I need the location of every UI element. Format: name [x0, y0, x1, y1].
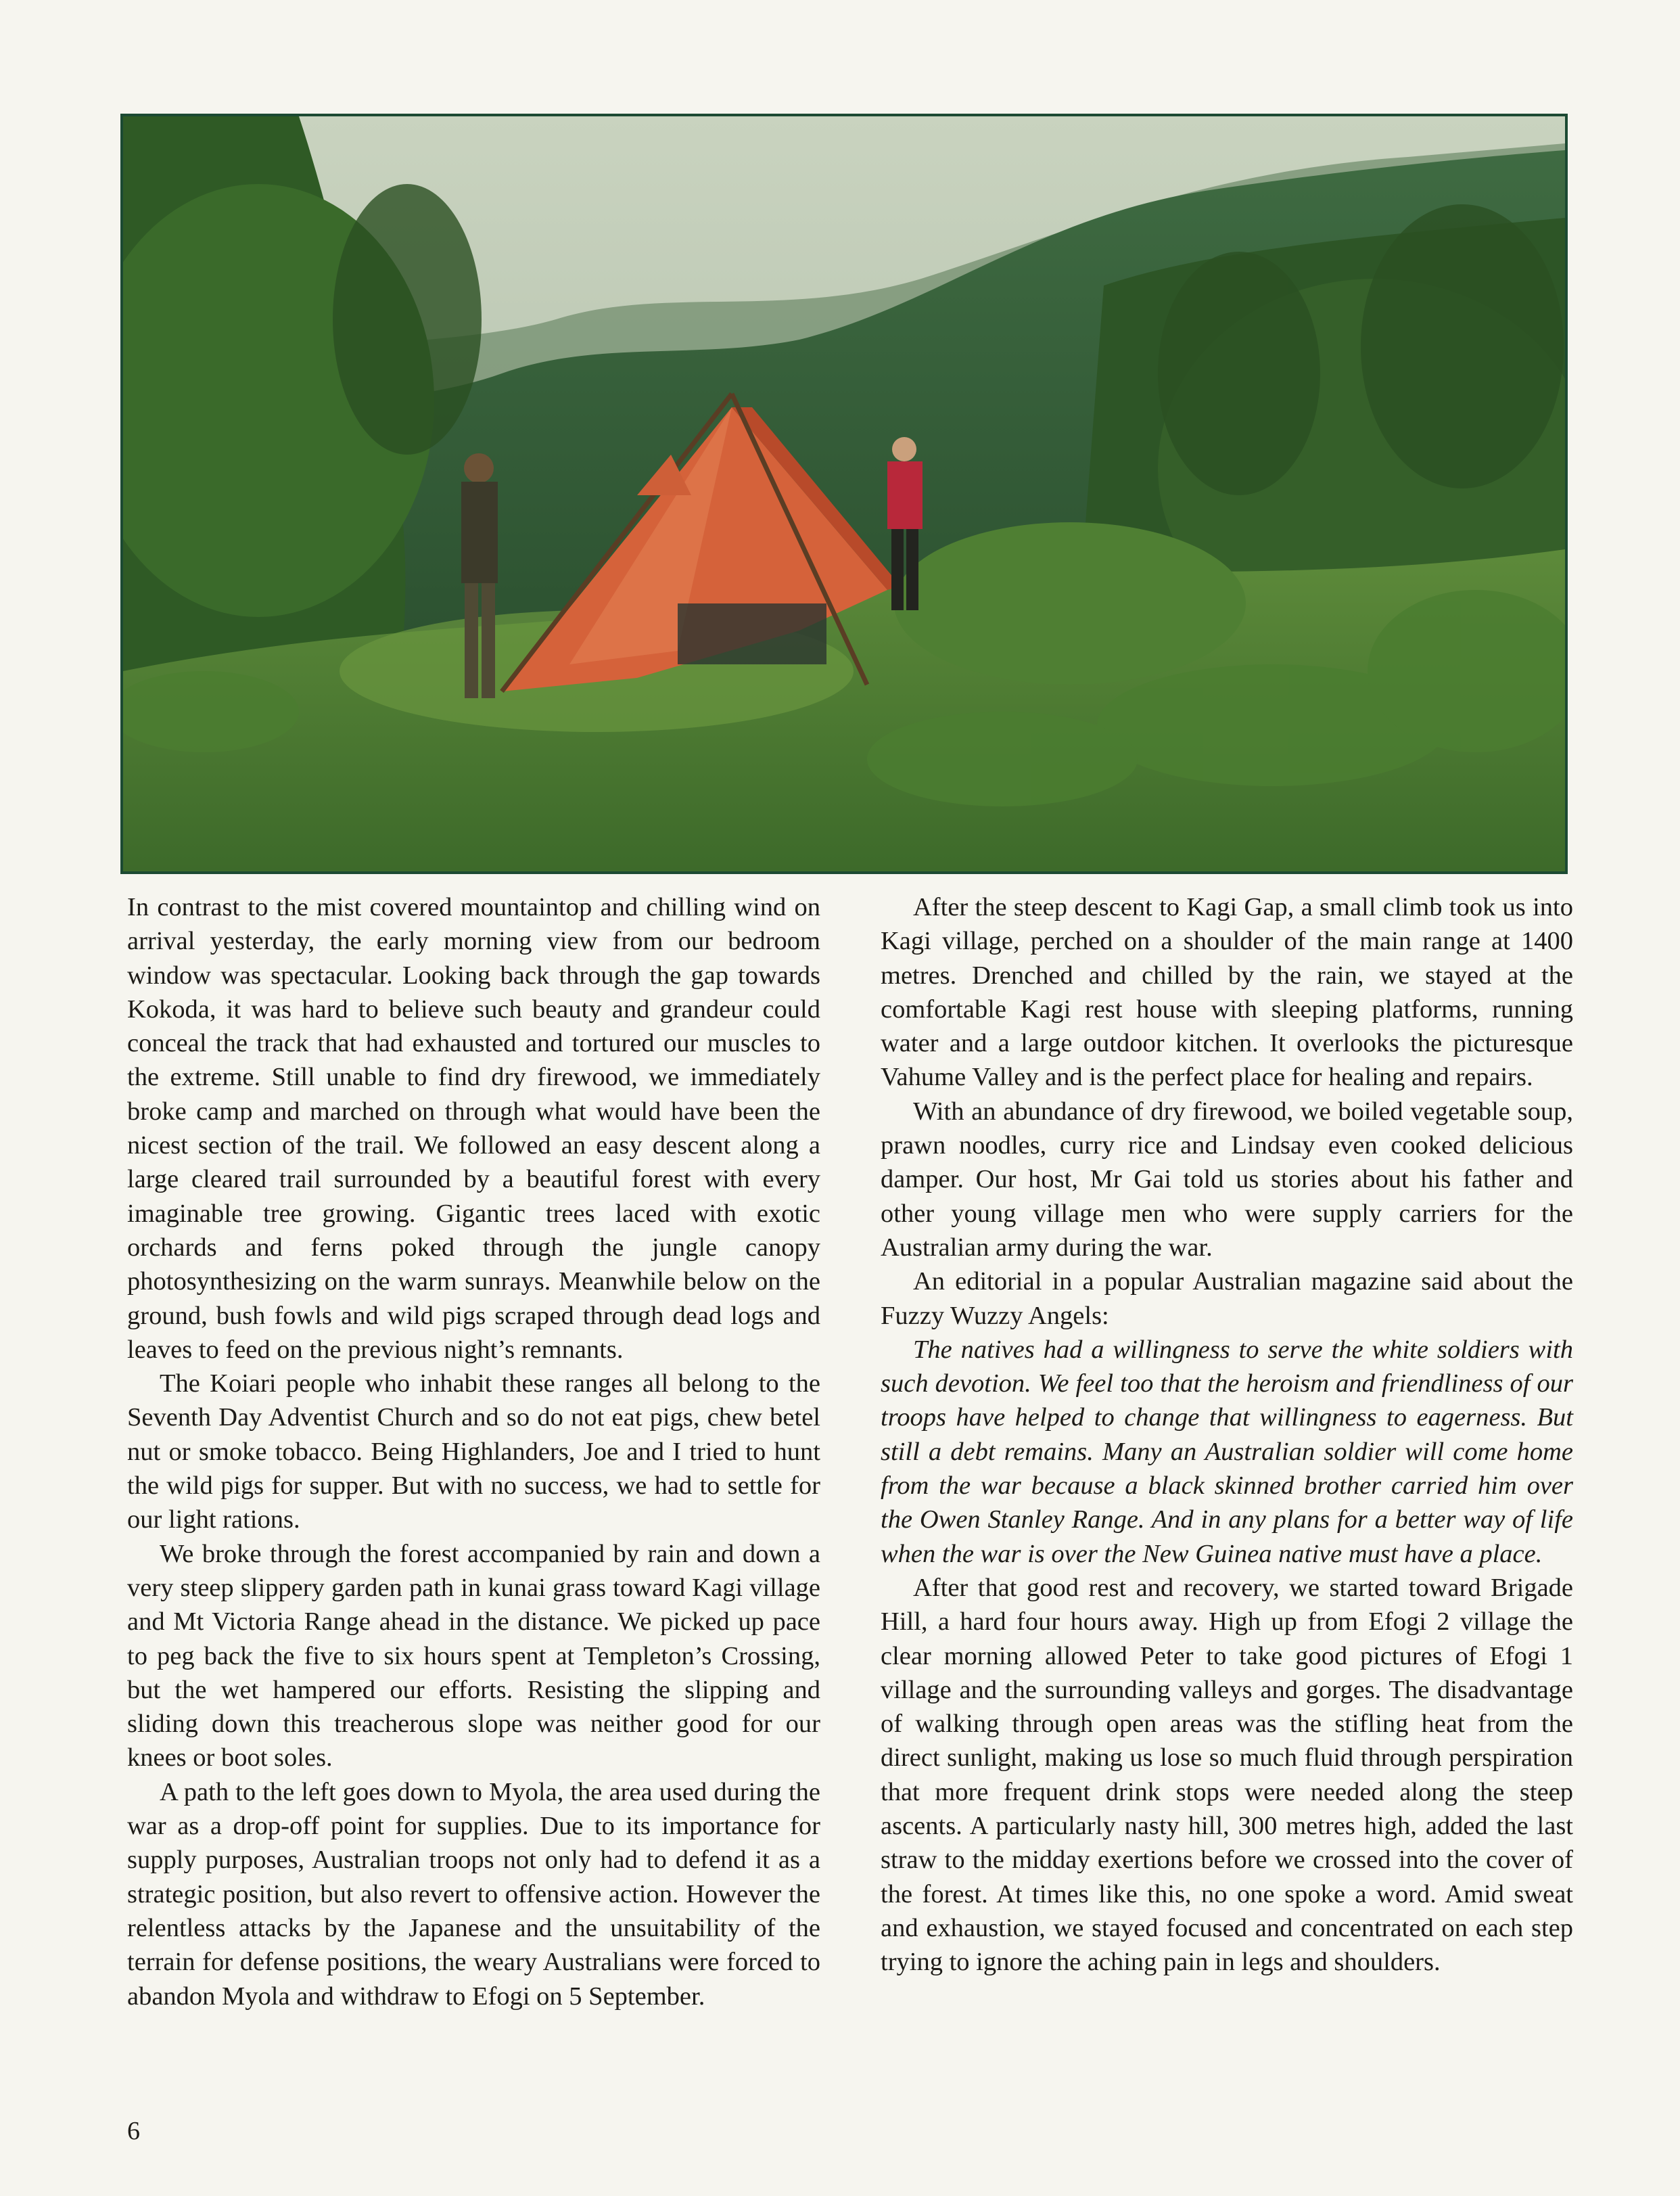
paragraph: With an abundance of dry firewood, we boiled vegetable soup, prawn noodles, curry rice and Lindsay even cooked delicious damper. Our host, Mr Gai told us stories about his father and other young village men who were supply carriers for the Australian army during the war.: [881, 1097, 1573, 1262]
quote-text: The natives had a willingness to serve the white soldiers with such devotion. We feel too that the heroism and friendliness of our troops have helped to change that willingness to eagerness. But still a debt remains. Many an Australian soldier will come home from the war because a black skinned brother carried him over the Owen Stanley Range. And in any plans for a better way of life when the war is over the New Guinea native must have a place.: [881, 1335, 1573, 1568]
jungle-campsite-image: [123, 116, 1565, 871]
right-text-column: [881, 890, 1573, 1980]
paragraph: In contrast to the mist covered mountaintop and chilling wind on arrival yesterday, the early morning view from our bedroom window was spectacular. Looking back through the gap towards Kokoda, it was hard to believe such beauty and grandeur could conceal the track that had exhausted and tortured our muscles to the extreme. Still unable to find dry firewood, we immediately broke camp and marched on through what would have been the nicest section of the trail. We followed an easy descent along a large cleared trail surrounded by a beautiful forest with every imaginable tree growing. Gigantic trees laced with exotic orchards and ferns poked through the jungle canopy photosynthesizing on the warm sunrays. Meanwhile below on the ground, bush fowls and wild pigs scraped through dead logs and leaves to feed on the previous night’s remnants.: [127, 893, 820, 1364]
magazine-quote: [881, 1333, 1573, 1571]
paragraph: A path to the left goes down to Myola, the area used during the war as a drop-off point for supplies. Due to its importance for supply purposes, Australian troops not only had to defend it as a strategic position, but also revert to offensive action. However the relentless attacks by the Japanese and the unsuitability of the terrain for defense positions, the weary Australians were forced to abandon Myola and withdraw to Efogi on 5 September.: [127, 1777, 820, 2011]
paragraph: After that good rest and recovery, we started toward Brigade Hill, a hard four hours away. High up from Efogi 2 village the clear morning allowed Peter to take good pictures of Efogi 1 village and the surrounding valleys and gorges. The disadvantage of walking through open areas was the stifling heat from the direct sunlight, making us lose so much fluid through perspiration that more frequent drink stops were needed along the steep ascents. A particularly nasty hill, 300 metres high, added the last straw to the midday exertions before we crossed into the cover of the forest. At times like this, no one spoke a word. Amid sweat and exhaustion, we stayed focused and concentrated on each step trying to ignore the aching pain in legs and shoulders.: [881, 1573, 1573, 1977]
paragraph: An editorial in a popular Australian magazine said about the Fuzzy Wuzzy Angels:: [881, 1267, 1573, 1330]
left-text-column: [127, 890, 820, 2013]
paragraph: After the steep descent to Kagi Gap, a small climb took us into Kagi village, perched on a shoulder of the main range at 1400 metres. Drenched and chilled by the rain, we stayed at the comfortable Kagi rest house with sleeping platforms, running water and a large outdoor kitchen. It overlooks the picturesque Vahume Valley and is the perfect place for healing and repairs.: [881, 893, 1573, 1092]
page-number: 6: [127, 2117, 140, 2145]
paragraph: We broke through the forest accompanied by rain and down a very steep slippery garden path in kunai grass toward Kagi village and Mt Victoria Range ahead in the distance. We picked up pace to peg back the five to six hours spent at Templeton’s Crossing, but the wet hampered our efforts. Resisting the slipping and sliding down this treacherous slope was neither good for our knees or boot soles.: [127, 1539, 820, 1772]
campsite-photo: [120, 114, 1568, 874]
paragraph: The Koiari people who inhabit these ranges all belong to the Seventh Day Adventist Church and so do not eat pigs, chew betel nut or smoke tobacco. Being Highlanders, Joe and I tried to hunt the wild pigs for supper. But with no success, we had to settle for our light rations.: [127, 1369, 820, 1534]
